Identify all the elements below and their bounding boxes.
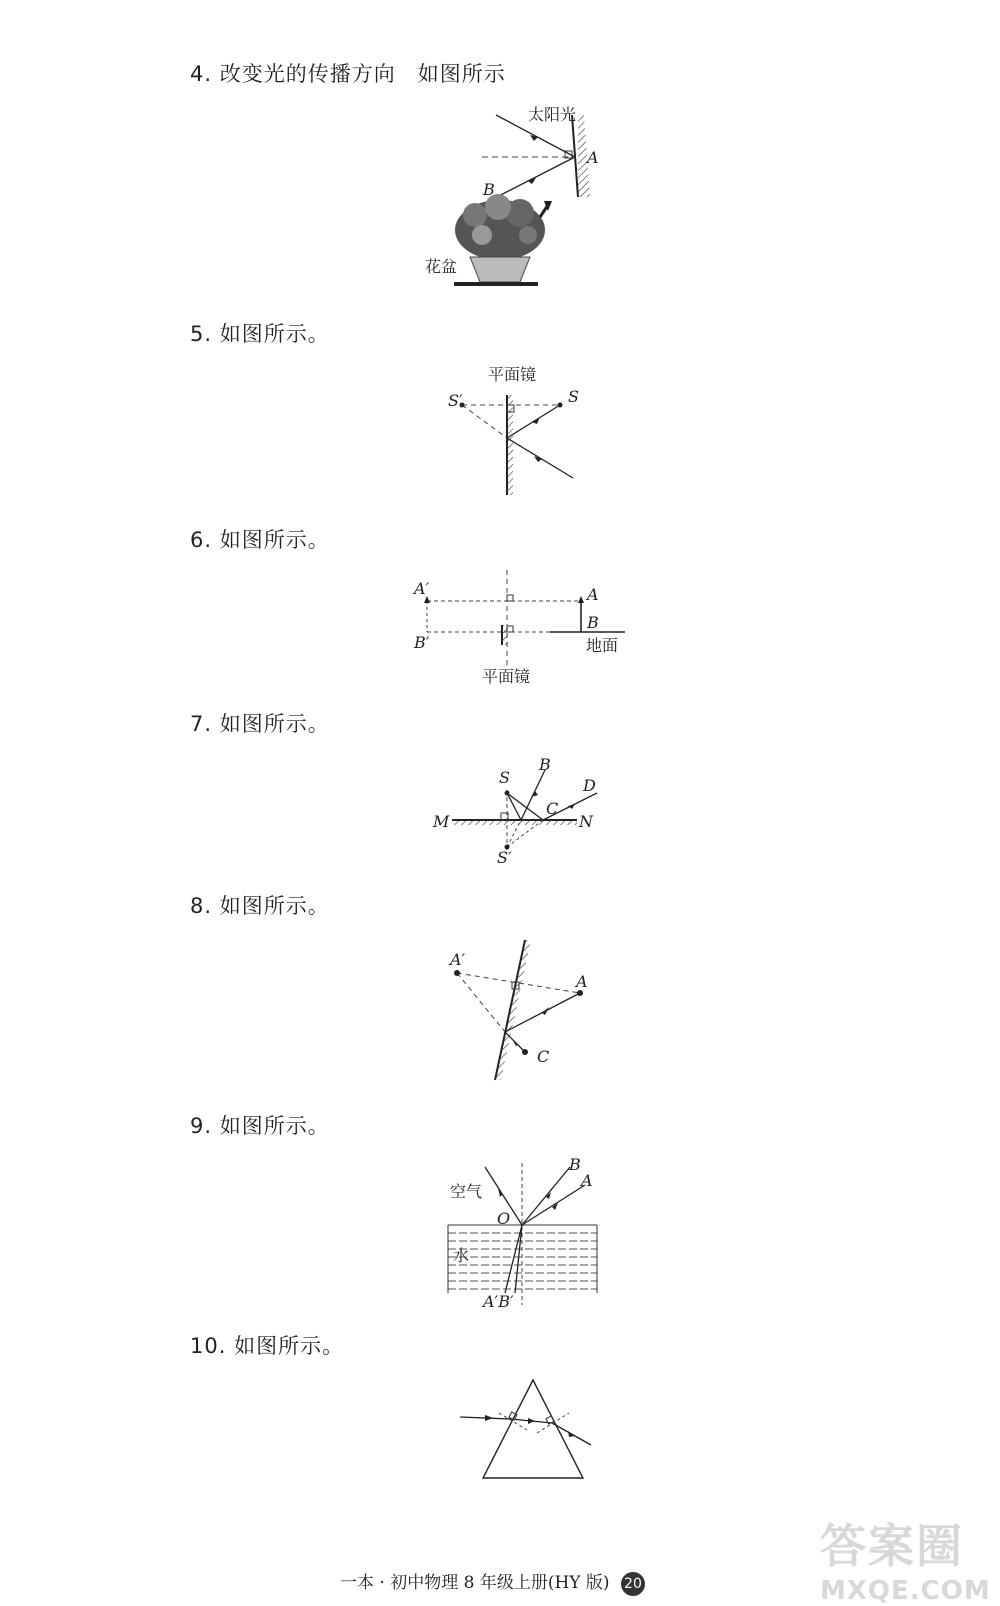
- point-s-label: S: [499, 768, 510, 787]
- mirror-label: 平面镜: [482, 667, 531, 686]
- image-s-label: S′: [497, 848, 512, 867]
- figure-8-diagram: [440, 935, 610, 1090]
- question-8-label: 8. 如图所示。: [190, 894, 330, 918]
- watermark-logo: [820, 1510, 991, 1606]
- image-b-label: B′: [414, 633, 430, 652]
- point-a-label: A: [587, 148, 599, 167]
- flower-pot-icon: [454, 194, 545, 284]
- figure-7-diagram: [425, 755, 615, 870]
- point-d-label: D: [583, 776, 596, 795]
- point-b-label: B: [569, 1155, 581, 1174]
- question-7-label: 7. 如图所示。: [190, 712, 330, 736]
- footer-text: 一本 · 初中物理 8 年级上册(HY 版): [340, 1573, 610, 1593]
- image-a-label: A′: [414, 579, 430, 598]
- point-a-label: A: [587, 585, 599, 604]
- ground-label: 地面: [586, 636, 619, 655]
- sun-light-label: 太阳光: [528, 105, 577, 124]
- page-number-badge: 20: [621, 1572, 645, 1596]
- question-4-label: 4. 改变光的传播方向 如图所示: [190, 62, 506, 86]
- point-n-label: N: [579, 812, 593, 831]
- figure-10-prism-diagram: [455, 1375, 605, 1485]
- figure-4-diagram: [420, 95, 620, 295]
- point-a-label: A: [581, 1171, 593, 1190]
- image-s-label: S′: [448, 391, 463, 410]
- figure-5-diagram: [440, 360, 600, 500]
- mirror-label: 平面镜: [488, 365, 537, 384]
- point-s-label: S: [568, 387, 579, 406]
- point-b-label: B: [587, 613, 599, 632]
- point-o-label: O: [497, 1209, 511, 1228]
- figure-9-diagram: [445, 1155, 605, 1315]
- question-5-label: 5. 如图所示。: [190, 322, 330, 346]
- question-10-label: 10. 如图所示。: [190, 1334, 345, 1358]
- image-ab-label: A′B′: [483, 1292, 514, 1311]
- point-b-label: B: [483, 180, 495, 199]
- page-footer: [340, 1568, 645, 1596]
- point-m-label: M: [433, 812, 450, 831]
- point-b-label: B: [539, 755, 551, 774]
- question-9-label: 9. 如图所示。: [190, 1114, 330, 1138]
- watermark-line1: 答案圈: [820, 1519, 964, 1573]
- figure-6-diagram: [410, 570, 640, 690]
- point-a-label: A: [576, 972, 588, 991]
- point-c-label: C: [546, 799, 559, 818]
- question-6-label: 6. 如图所示。: [190, 528, 330, 552]
- air-label: 空气: [450, 1182, 483, 1201]
- point-c-label: C: [537, 1047, 550, 1066]
- water-label: 水: [453, 1246, 470, 1265]
- flower-pot-label: 花盆: [425, 257, 458, 276]
- image-a-label: A′: [450, 950, 466, 969]
- watermark-line2: MXQE.COM: [820, 1576, 991, 1606]
